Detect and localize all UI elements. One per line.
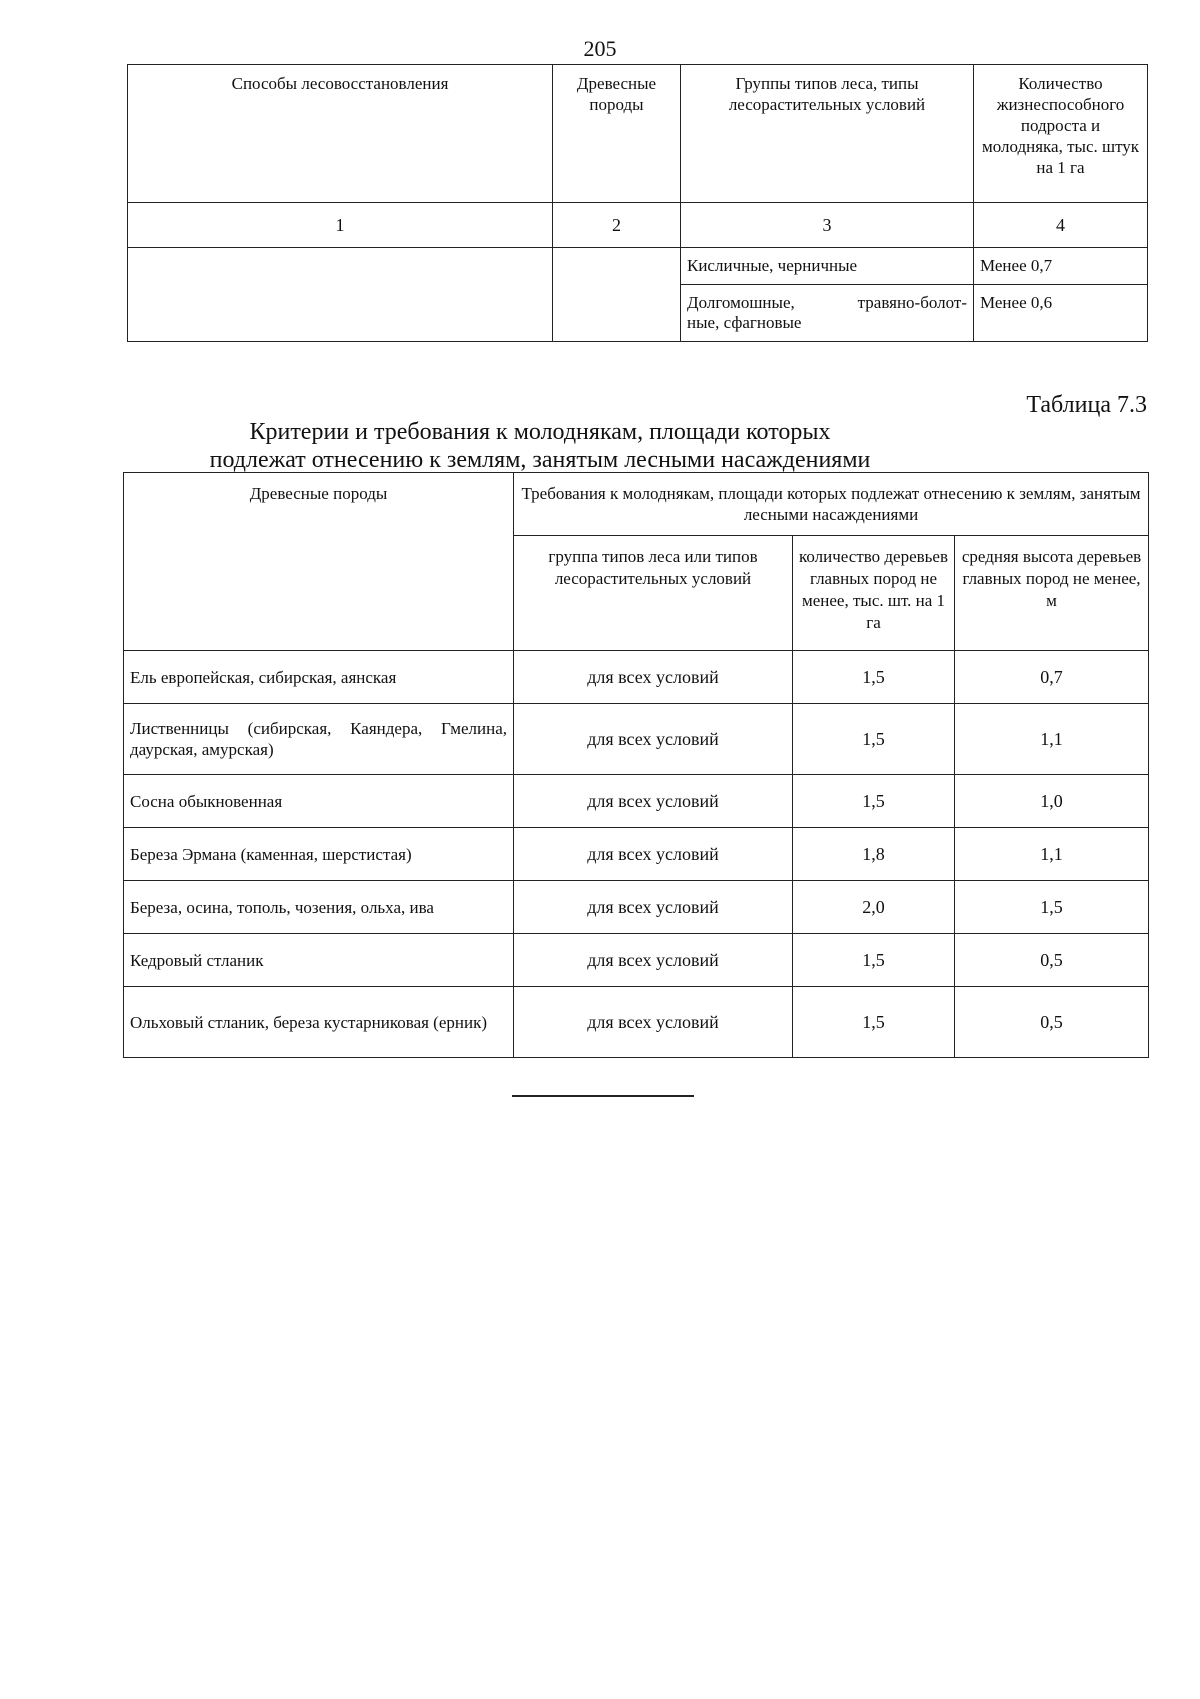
table-row xyxy=(124,987,1149,1058)
height-cell: 1,1 xyxy=(955,704,1149,775)
quantity-cell: Менее 0,6 xyxy=(974,285,1148,342)
closing-rule xyxy=(512,1095,694,1097)
column-number: 1 xyxy=(128,203,553,248)
conditions-cell: для всех условий xyxy=(514,881,793,934)
species-cell: Кедровый стланик xyxy=(124,934,514,987)
conditions-cell: для всех условий xyxy=(514,828,793,881)
table-row xyxy=(124,934,1149,987)
method-cell xyxy=(128,248,553,342)
header-species: Древесные породы xyxy=(124,473,514,651)
height-cell: 0,5 xyxy=(955,987,1149,1058)
forest-type-line: Долгомошные, травяно-болот- xyxy=(687,293,967,312)
header-requirements: Требования к молоднякам, площади которых подлежат отнесению к землям, занятым лесными насаждениями xyxy=(514,473,1149,536)
quantity-cell: 2,0 xyxy=(793,881,955,934)
quantity-cell: 1,8 xyxy=(793,828,955,881)
subheader-average-height: средняя высота деревьев главных пород не менее, м xyxy=(955,536,1149,651)
species-cell: Ель европейская, сибирская, аянская xyxy=(124,651,514,704)
height-cell: 1,0 xyxy=(955,775,1149,828)
conditions-cell: для всех условий xyxy=(514,651,793,704)
species-cell: Береза, осина, тополь, чозения, ольха, ива xyxy=(124,881,514,934)
column-number: 4 xyxy=(974,203,1148,248)
page-number: 205 xyxy=(583,36,617,61)
table-row xyxy=(124,704,1149,775)
height-cell: 0,7 xyxy=(955,651,1149,704)
quantity-cell: 1,5 xyxy=(793,775,955,828)
height-cell: 0,5 xyxy=(955,934,1149,987)
header-methods: Способы лесовосстановления xyxy=(128,65,553,203)
species-cell: Ольховый стланик, береза кустарниковая (ерник) xyxy=(124,987,514,1058)
table-row xyxy=(124,651,1149,704)
forest-type-line: ные, сфагновые xyxy=(687,313,802,332)
quantity-cell: 1,5 xyxy=(793,987,955,1058)
young-stands-criteria-table xyxy=(123,472,1149,1058)
table-label: Таблица 7.3 xyxy=(1026,392,1147,418)
quantity-cell: 1,5 xyxy=(793,651,955,704)
conditions-cell: для всех условий xyxy=(514,775,793,828)
subheader-tree-quantity: количество деревьев главных пород не менее, тыс. шт. на 1 га xyxy=(793,536,955,651)
height-cell: 1,1 xyxy=(955,828,1149,881)
conditions-cell: для всех условий xyxy=(514,987,793,1058)
species-cell: Береза Эрмана (каменная, шерстистая) xyxy=(124,828,514,881)
column-number: 3 xyxy=(681,203,974,248)
regeneration-table xyxy=(127,64,1148,342)
table-header-row xyxy=(124,473,1149,536)
table-header-row xyxy=(128,65,1148,203)
subheader-conditions: группа типов леса или типов лесорастительных условий xyxy=(514,536,793,651)
quantity-cell: 1,5 xyxy=(793,934,955,987)
table-row xyxy=(124,775,1149,828)
conditions-cell: для всех условий xyxy=(514,704,793,775)
table-title: Критерии и требования к молоднякам, площади которых подлежат отнесению к землям, занятым лесными насаждениями xyxy=(209,419,871,473)
height-cell: 1,5 xyxy=(955,881,1149,934)
table-row xyxy=(124,828,1149,881)
species-cell: Лиственницы (сибирская, Каяндера, Гмелина, даурская, амурская) xyxy=(124,704,514,775)
column-number: 2 xyxy=(553,203,681,248)
forest-type-cell: Кисличные, черничные xyxy=(681,248,974,285)
species-cell: Сосна обыкновенная xyxy=(124,775,514,828)
header-quantity: Количество жизнеспособного подроста и молодняка, тыс. штук на 1 га xyxy=(974,65,1148,203)
header-forest-types: Группы типов леса, типы лесорастительных условий xyxy=(681,65,974,203)
conditions-cell: для всех условий xyxy=(514,934,793,987)
header-species: Древесные породы xyxy=(553,65,681,203)
table-row xyxy=(124,881,1149,934)
forest-type-cell xyxy=(681,285,974,342)
species-cell xyxy=(553,248,681,342)
column-number-row xyxy=(128,203,1148,248)
quantity-cell: 1,5 xyxy=(793,704,955,775)
table-row xyxy=(128,248,1148,285)
quantity-cell: Менее 0,7 xyxy=(974,248,1148,285)
